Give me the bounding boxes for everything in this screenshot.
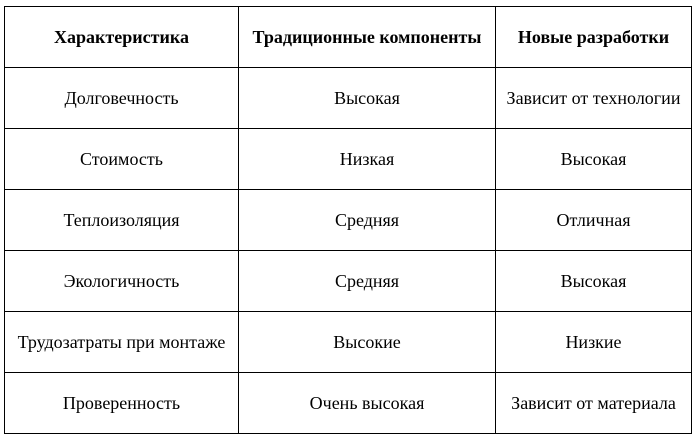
cell-new: Высокая: [496, 129, 692, 190]
cell-traditional: Высокие: [239, 312, 496, 373]
cell-traditional: Низкая: [239, 129, 496, 190]
cell-characteristic: Теплоизоляция: [5, 190, 239, 251]
table-row: [5, 129, 692, 190]
cell-new: Зависит от технологии: [496, 68, 692, 129]
table-row: [5, 68, 692, 129]
cell-traditional: Средняя: [239, 190, 496, 251]
cell-traditional: Очень высокая: [239, 373, 496, 434]
cell-new: Зависит от материала: [496, 373, 692, 434]
cell-characteristic: Трудозатраты при монтаже: [5, 312, 239, 373]
header-new: Новые разработки: [496, 7, 692, 68]
cell-characteristic: Проверенность: [5, 373, 239, 434]
header-characteristic: Характеристика: [5, 7, 239, 68]
comparison-table: [4, 6, 692, 434]
cell-characteristic: Стоимость: [5, 129, 239, 190]
table-row: [5, 251, 692, 312]
cell-new: Низкие: [496, 312, 692, 373]
table-row: [5, 312, 692, 373]
cell-traditional: Высокая: [239, 68, 496, 129]
table-row: [5, 373, 692, 434]
cell-new: Высокая: [496, 251, 692, 312]
cell-new: Отличная: [496, 190, 692, 251]
header-traditional: Традиционные компоненты: [239, 7, 496, 68]
cell-traditional: Средняя: [239, 251, 496, 312]
cell-characteristic: Долговечность: [5, 68, 239, 129]
cell-characteristic: Экологичность: [5, 251, 239, 312]
table-row: [5, 190, 692, 251]
header-row: [5, 7, 692, 68]
